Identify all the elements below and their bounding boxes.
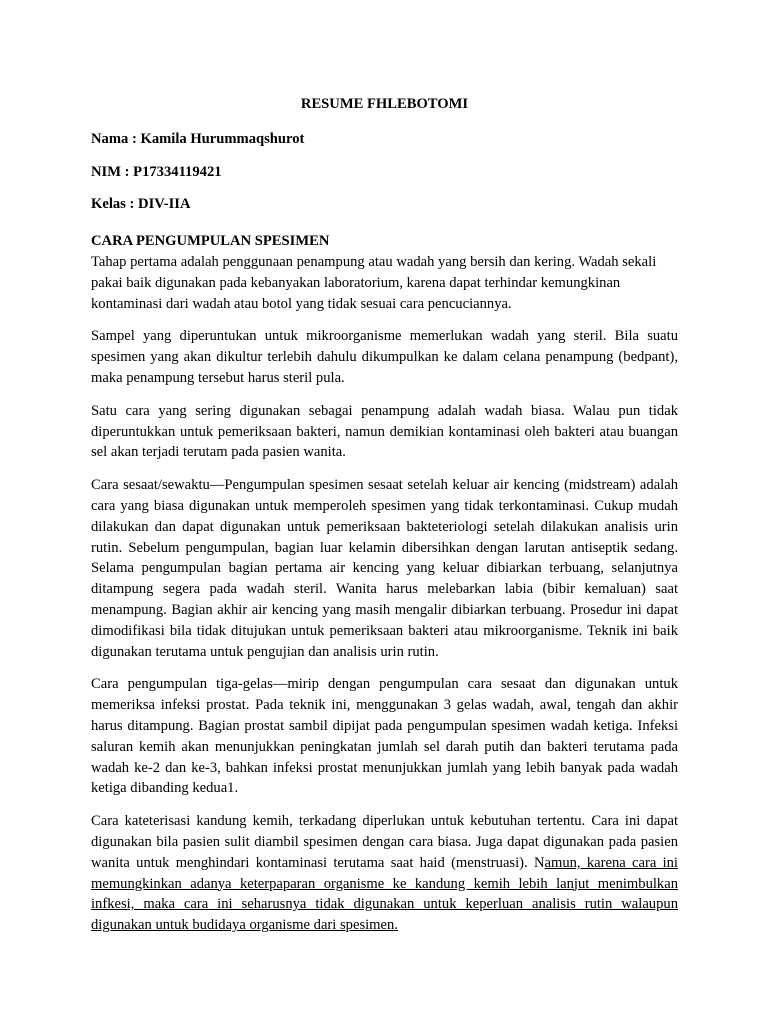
paragraph-last [91,811,678,936]
paragraph-last-plain: Cara kateterisasi kandung kemih, terkadang diperlukan untuk kebutuhan tertentu. Cara ini dapat digunakan bila pasien sulit diambil spesimen dengan cara biasa. Juga dapat digunakan pada pasien wanita untuk menghindari kontaminasi terutama saat haid (menstruasi). N [91,813,678,871]
paragraph-last-underlined: amun, karena cara ini memungkinkan adanya keterpaparan organisme ke kandung kemih lebih lanjut menimbulkan infkesi, maka cara ini seharusnya tidak digunakan untuk keperluan analisis rutin walaupun digunakan untuk budidaya organisme dari spesimen. [91,854,678,934]
meta-name-value: Kamila Hurummaqshurot [140,130,305,147]
paragraph: Cara sesaat/sewaktu—Pengumpulan spesimen sesaat setelah keluar air kencing (midstream) adalah cara yang biasa digunakan untuk memperoleh spesimen yang tidak terkontaminasi. Cukup mudah dilakukan dan dapat digunakan untuk pemeriksaan bakteteriologi setelah dilakukan analisis urin rutin. Sebelum pengumpulan, bagian luar kelamin dibersihkan dengan larutan antiseptik sedang. Selama pengumpulan bagian pertama air kencing yang keluar dibiarkan terbuang, selanjutnya ditampung segera pada wadah steril. Wanita harus melebarkan labia (bibir kemaluan) saat menampung. Bagian akhir air kencing yang masih mengalir dibiarkan terbuang. Prosedur ini dapat dimodifikasi bila tidak ditujukan untuk pemeriksaan bakteri atau mikroorganisme. Teknik ini baik digunakan terutama untuk pengujian dan analisis urin rutin. [91,477,678,660]
paragraph: Sampel yang diperuntukan untuk mikroorganisme memerlukan wadah yang steril. Bila suatu spesimen yang akan dikultur terlebih dahulu dikumpulkan ke dalam celana penampung (bedpant), maka penampung tersebut harus steril pula. [91,328,678,386]
meta-kelas [91,194,678,215]
paragraph: Tahap pertama adalah penggunaan penampung atau wadah yang bersih dan kering. Wadah sekali pakai baik digunakan pada kebanyakan laboratorium, karena dapat terhindar kemungkinan kontaminasi dari wadah atau botol yang tidak sesuai cara pencuciannya. [91,253,657,312]
paragraph: Cara pengumpulan tiga-gelas—mirip dengan pengumpulan cara sesaat dan digunakan untuk memeriksa infeksi prostat. Pada teknik ini, menggunakan 3 gelas wadah, awal, tengah dan akhir harus ditampung. Bagian prostat sambil dipijat pada pengumpulan spesimen wadah ketiga. Infeksi saluran kemih akan menunjukkan peningkatan jumlah sel darah putih dan bakteri terutama pada wadah ke-2 dan ke-3, bahkan infeksi prostat menunjukkan jumlah yang lebih banyak pada wadah ketiga dibanding kedua1. [91,676,678,797]
paragraph: Satu cara yang sering digunakan sebagai penampung adalah wadah biasa. Walau pun tidak diperuntukkan untuk pemeriksaan bakteri, namun demikian kontaminasi oleh bakteri atau buangan sel akan terjadi terutam pada pasien wanita. [91,402,678,461]
meta-kelas-label: Kelas [91,196,126,213]
meta-separator: : [128,130,141,147]
meta-nim-value: P17334119421 [133,163,222,180]
meta-separator: : [125,196,139,213]
document-title: RESUME FHLEBOTOMI [300,96,469,112]
meta-name [91,129,678,150]
meta-separator: : [121,163,134,180]
meta-nim-label: NIM [91,163,121,180]
meta-nim [91,162,678,183]
document-page [91,94,678,948]
meta-name-label: Nama [91,130,129,147]
section-heading: CARA PENGUMPULAN SPESIMEN [91,233,330,250]
meta-kelas-value: DIV-IIA [138,196,191,213]
